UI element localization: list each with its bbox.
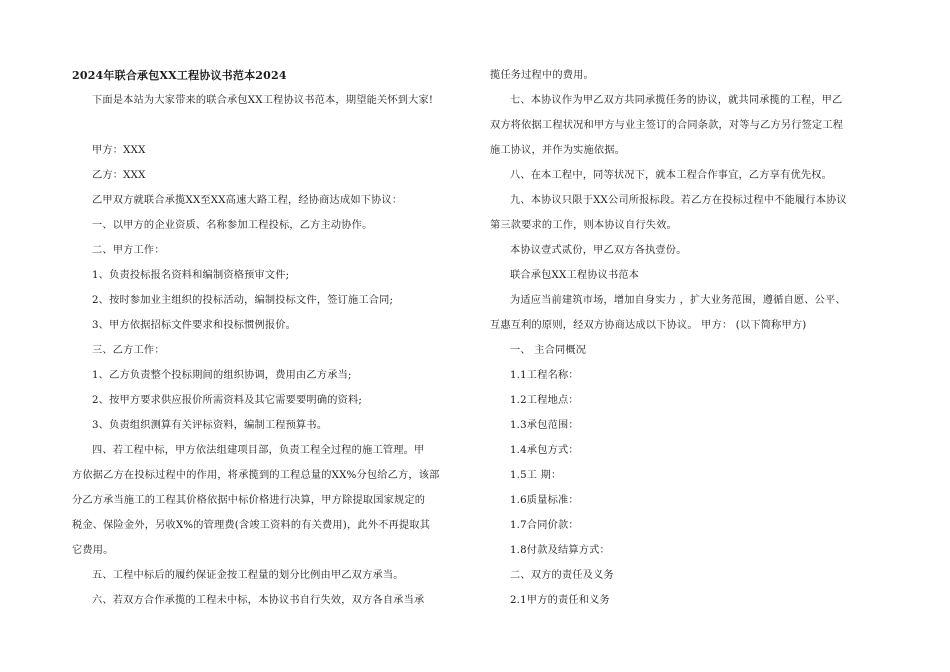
paragraph-line: 1.7合同价款： — [510, 520, 579, 531]
paragraph-line: 八、在本工程中，同等状况下，就本工程合作事宜，乙方享有优先权。 — [510, 170, 833, 181]
paragraph-line: 乙甲双方就联合承揽XX至XX高速大路工程，经协商达成如下协议： — [92, 195, 403, 206]
paragraph-line: 四、若工程中标，甲方依法组建项目部，负责工程全过程的施工管理。甲 — [92, 445, 425, 456]
paragraph-line: 一、 主合同概况 — [510, 345, 587, 356]
paragraph-line: 乙方：XXX — [92, 170, 146, 181]
paragraph-line: 九、本协议只限于XX公司所报标段。若乙方在投标过程中不能履行本协议 — [510, 195, 847, 206]
section-heading: 联合承包XX工程协议书范本 — [510, 270, 640, 281]
paragraph-line: 甲方：XXX — [92, 145, 146, 156]
paragraph-line: 1.2工程地点： — [510, 395, 579, 406]
paragraph-line: 1.6质量标准： — [510, 495, 579, 506]
paragraph-line: 施工协议，并作为实施依据。 — [490, 145, 626, 156]
paragraph-line: 七、本协议作为甲乙双方共同承揽任务的协议，就共同承揽的工程，甲乙 — [510, 95, 843, 106]
paragraph-line: 本协议壹式贰份，甲乙双方各执壹份。 — [510, 245, 687, 256]
paragraph-line: 二、双方的责任及义务 — [510, 570, 614, 581]
paragraph-line: 1.3承包范围： — [510, 420, 579, 431]
paragraph-line: 方依据乙方在投标过程中的作用，将承揽到的工程总量的XX%分包给乙方，该部 — [72, 470, 440, 481]
paragraph-line: 1.8付款及结算方式： — [510, 545, 610, 556]
paragraph-line: 税金、保险金外，另收X%的管理费(含竣工资料的有关费用)，此外不再提取其 — [72, 520, 431, 531]
paragraph-line: 1、负责投标报名资料和编制资格预审文件; — [92, 270, 290, 281]
paragraph-line: 双方将依据工程状况和甲方与业主签订的合同条款，对等与乙方另行签定工程 — [490, 120, 844, 131]
paragraph-line: 五、工程中标后的履约保证金按工程量的划分比例由甲乙双方承当。 — [92, 570, 404, 581]
paragraph-line: 3、负责组织测算有关评标资料，编制工程预算书。 — [92, 420, 328, 431]
paragraph-line: 三、乙方工作： — [92, 345, 165, 356]
paragraph-line: 1.5工 期： — [510, 470, 562, 481]
paragraph-line: 二、甲方工作： — [92, 245, 165, 256]
paragraph-line: 1、乙方负责整个投标期间的组织协调，费用由乙方承当; — [92, 370, 352, 381]
paragraph-line: 2、按时参加业主组织的投标活动，编制投标文件，签订施工合同; — [92, 295, 394, 306]
paragraph-line: 第三款要求的工作，则本协议自行失效。 — [490, 220, 677, 231]
paragraph-line: 2.1甲方的责任和义务 — [510, 595, 610, 606]
paragraph-line: 分乙方承当施工的工程其价格依据中标价格进行决算，甲方除提取国家规定的 — [72, 495, 426, 506]
paragraph-line: 揽任务过程中的费用。 — [490, 70, 594, 81]
paragraph-line: 1.1工程名称： — [510, 370, 579, 381]
paragraph-line: 它费用。 — [72, 545, 114, 556]
paragraph-line: 六、若双方合作承揽的工程未中标，本协议书自行失效，双方各自承当承 — [92, 595, 425, 606]
paragraph-line: 2、按甲方要求供应报价所需资料及其它需要要明确的资料; — [92, 395, 362, 406]
paragraph-line: 一、以甲方的企业资质、名称参加工程投标，乙方主动协作。 — [92, 220, 373, 231]
document-title: 2024年联合承包XX工程协议书范本2024 — [72, 69, 287, 82]
paragraph-line: 互惠互利的原则，经双方协商达成以下协议。 甲方： (以下简称甲方) — [490, 320, 807, 331]
paragraph-line: 为适应当前建筑市场，增加自身实力 ，扩大业务范围，遵循自愿、公平、 — [510, 295, 846, 306]
paragraph-line: 3、甲方依据招标文件要求和投标惯例报价。 — [92, 320, 297, 331]
paragraph-line: 1.4承包方式： — [510, 445, 579, 456]
paragraph-line: 下面是本站为大家带来的联合承包XX工程协议书范本，期望能关怀到大家! — [92, 95, 434, 106]
